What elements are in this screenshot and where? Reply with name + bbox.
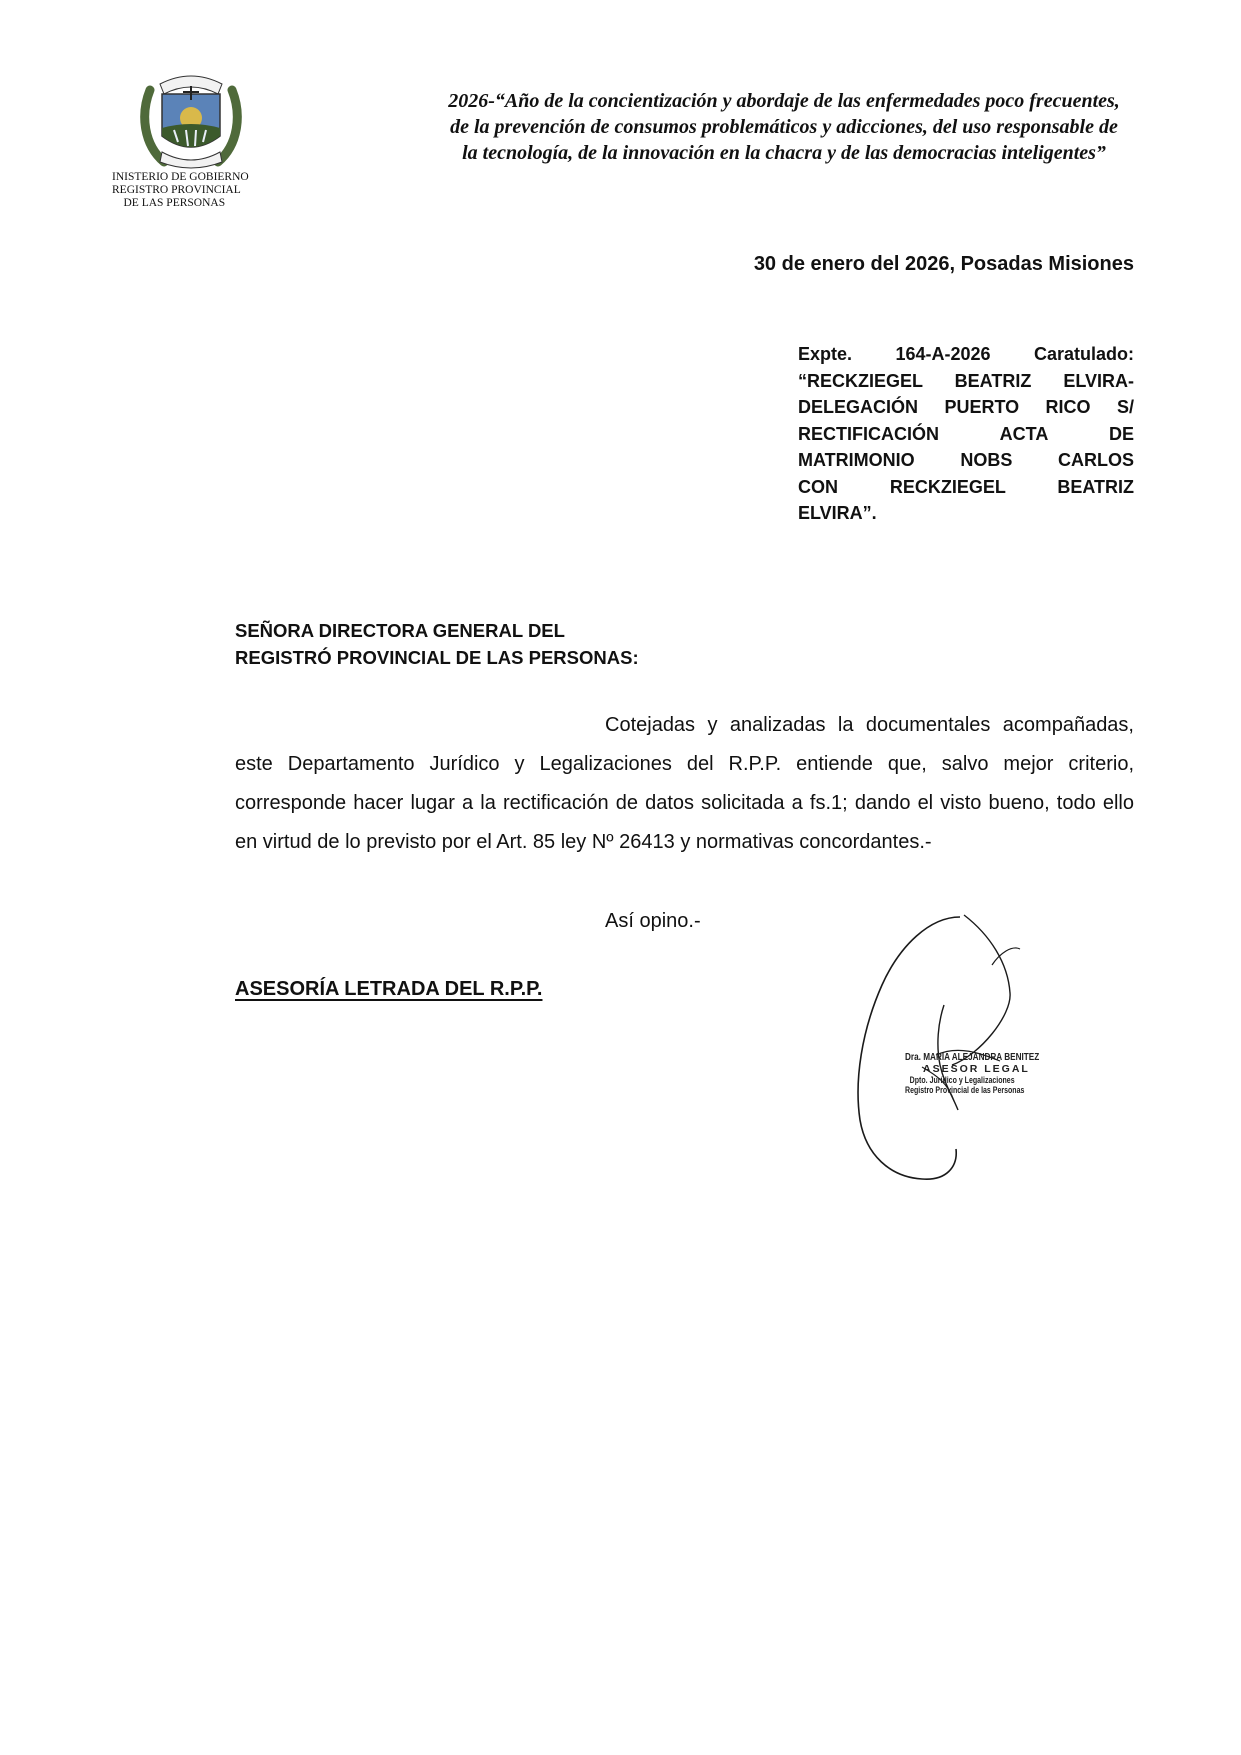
case-line: ELVIRA”. (798, 503, 877, 523)
office-name: ASESORÍA LETRADA DEL R.P.P. (235, 978, 543, 1000)
paragraph-text: Cotejadas y analizadas la documentales acompañadas, este Departamento Jurídico y Legalizaciones del R.P.P. entiende que, salvo mejor criterio, corresponde hacer lugar a la rectificación de datos solicitada a fs.1; dando el visto bueno, todo ello en virtud de lo previsto por el Art. 85 ley Nº 26413 y normativas concordantes.- (235, 714, 1134, 853)
case-line: Expte. 164-A-2026 Caratulado: (798, 344, 1134, 364)
case-line: CON RECKZIEGEL BEATRIZ (798, 476, 1134, 497)
addressee-line: SEÑORA DIRECTORA GENERAL DEL (235, 620, 565, 641)
legal-opinion-paragraph (235, 706, 1134, 862)
case-line: “RECKZIEGEL BEATRIZ ELVIRA- (798, 370, 1134, 391)
date-place: 30 de enero del 2026, Posadas Misiones (753, 253, 1134, 275)
motto-line: la tecnología, de la innovación en la chacra y de las democracias inteligentes” (462, 142, 1106, 164)
province-seal (140, 70, 242, 170)
addressee-line: REGISTRÓ PROVINCIAL DE LAS PERSONAS: (235, 647, 639, 668)
stamp-institution: Registro Provincial de las Personas (905, 1085, 1025, 1095)
ministry-heading: INISTERIO DE GOBIERNO REGISTRO PROVINCIAL DE LAS PERSONAS (112, 171, 249, 209)
handwritten-signature (840, 905, 1080, 1195)
addressee (235, 617, 935, 671)
case-reference (798, 341, 1134, 527)
motto-line: de la prevención de consumos problemáticos y adicciones, del uso responsable de (450, 116, 1118, 138)
year-motto (390, 88, 1178, 166)
stamp-title: ASESOR LEGAL (923, 1063, 1030, 1075)
stamp-name: Dra. MARIA ALEJANDRA BENITEZ (905, 1051, 1040, 1063)
case-line: MATRIMONIO NOBS CARLOS (798, 450, 1134, 470)
official-stamp (905, 1051, 1105, 1095)
case-line: DELEGACIÓN PUERTO RICO S/ (798, 397, 1134, 417)
motto-line: 2026-“Año de la concientización y abordaje de las enfermedades poco frecuentes, (448, 90, 1120, 112)
closing-phrase: Así opino.- (605, 910, 701, 932)
stamp-department: Dpto. Jurídico y Legalizaciones (909, 1075, 1015, 1085)
case-line: RECTIFICACIÓN ACTA DE (798, 423, 1134, 444)
